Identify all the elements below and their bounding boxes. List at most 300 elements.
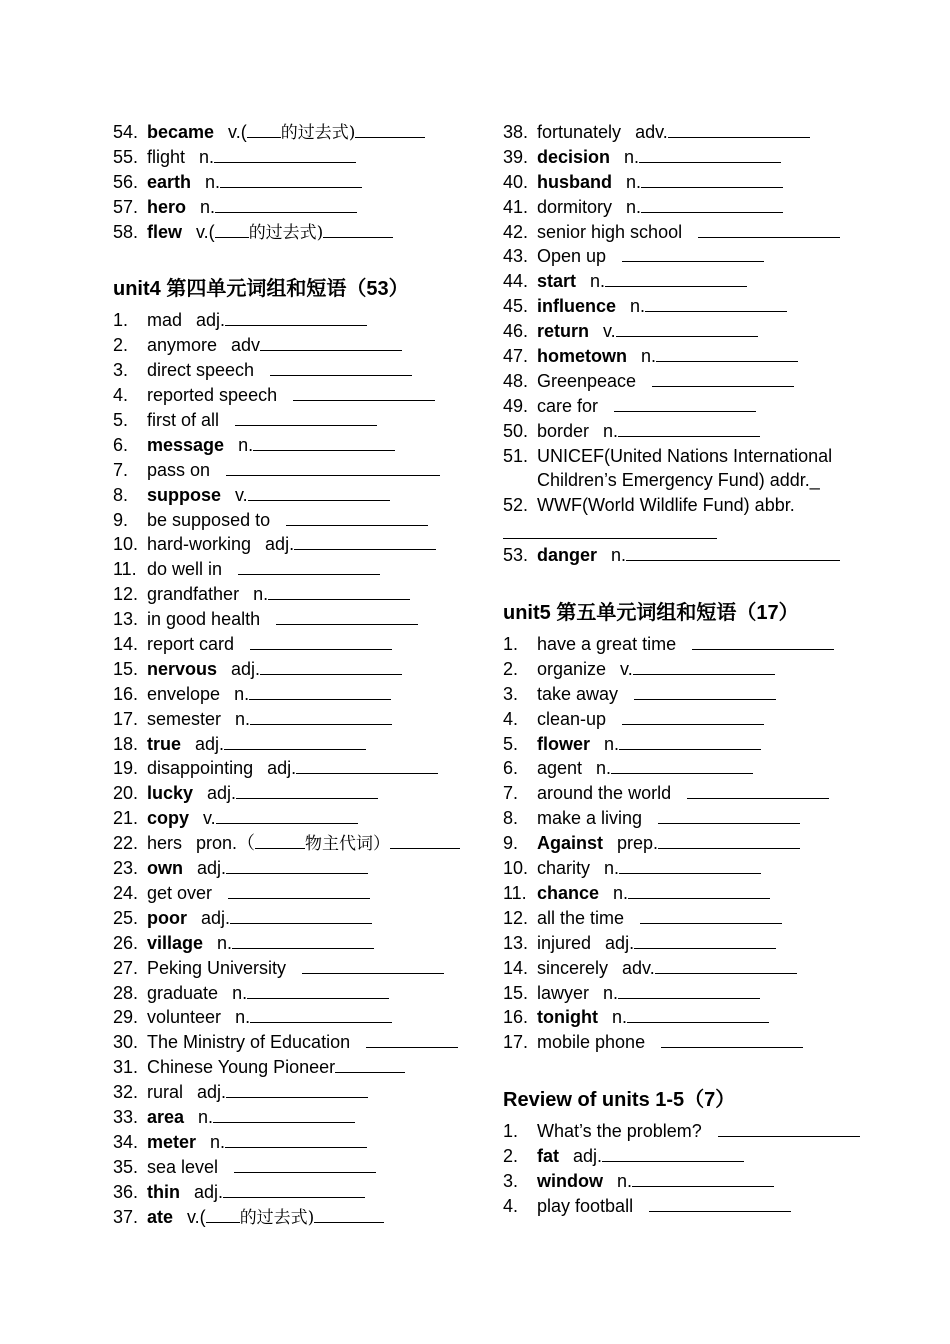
list-item xyxy=(113,682,485,707)
item-number: 56. xyxy=(113,171,139,192)
item-number: 1. xyxy=(113,310,129,331)
list-item xyxy=(113,1180,485,1205)
item-number: 58. xyxy=(113,221,139,242)
answer-blank[interactable] xyxy=(692,633,834,650)
list-item xyxy=(503,956,875,981)
list-item xyxy=(113,483,485,508)
vocab-word: suppose xyxy=(147,484,222,505)
answer-blank[interactable] xyxy=(618,420,760,437)
answer-blank[interactable] xyxy=(215,221,249,238)
vocab-word: rural xyxy=(147,1082,184,1103)
vocab-word: first of all xyxy=(147,410,220,431)
item-number: 44. xyxy=(503,271,529,292)
item-number: 4. xyxy=(503,708,519,729)
answer-blank[interactable] xyxy=(627,1006,769,1023)
list-item xyxy=(503,1030,875,1055)
list-item xyxy=(113,582,485,607)
vocab-word: do well in xyxy=(147,559,223,580)
list-item xyxy=(503,632,875,657)
list-item xyxy=(503,756,875,781)
answer-blank[interactable] xyxy=(605,270,747,287)
part-of-speech: n. xyxy=(626,196,642,217)
vocab-word: lawyer xyxy=(537,982,590,1003)
list-item xyxy=(503,195,875,220)
vocab-word: agent xyxy=(537,758,583,779)
list-item xyxy=(503,269,875,294)
part-of-speech: adj. xyxy=(265,534,295,555)
answer-blank[interactable] xyxy=(255,832,305,849)
item-number: 36. xyxy=(113,1181,139,1202)
vocab-word: anymore xyxy=(147,335,218,356)
item-number: 30. xyxy=(113,1032,139,1053)
list-item xyxy=(503,881,875,906)
part-of-speech: n. xyxy=(200,196,216,217)
unit4-heading: unit4 第四单元词组和短语（53） xyxy=(113,278,409,301)
list-item-51: 51. UNICEF(United Nations International xyxy=(503,445,833,466)
left-column xyxy=(113,120,485,1229)
answer-blank[interactable] xyxy=(698,221,840,238)
vocab-word: own xyxy=(147,858,183,879)
item-number: 11. xyxy=(503,882,527,903)
vocab-word: hero xyxy=(147,196,187,217)
answer-blank[interactable] xyxy=(234,1156,376,1173)
part-of-speech: n. xyxy=(603,982,619,1003)
vocab-word: be supposed to xyxy=(147,509,271,530)
item-number: 5. xyxy=(503,733,519,754)
answer-blank[interactable] xyxy=(619,733,761,750)
part-of-speech: adj. xyxy=(267,758,297,779)
item-number: 49. xyxy=(503,395,529,416)
part-of-speech: n. xyxy=(630,296,646,317)
answer-blank[interactable] xyxy=(355,121,425,138)
item-number: 32. xyxy=(113,1082,139,1103)
vocab-word: Peking University xyxy=(147,957,287,978)
item-number: 26. xyxy=(113,932,139,953)
part-of-speech: adj. xyxy=(231,658,261,679)
answer-blank[interactable] xyxy=(260,658,402,675)
list-item xyxy=(503,1005,875,1030)
list-item xyxy=(113,408,485,433)
item-number: 5. xyxy=(113,410,129,431)
vocab-word: all the time xyxy=(537,907,625,928)
answer-blank[interactable] xyxy=(293,384,435,401)
vocab-word: senior high school xyxy=(537,221,683,242)
list-item xyxy=(503,1144,875,1169)
answer-blank[interactable] xyxy=(286,509,428,526)
list-item xyxy=(113,220,485,245)
part-of-speech: v. xyxy=(603,321,616,342)
list-item xyxy=(113,831,485,856)
part-of-speech: n. xyxy=(604,733,620,754)
item-number: 17. xyxy=(113,708,139,729)
answer-blank[interactable] xyxy=(260,334,402,351)
vocab-word: Chinese Young Pioneer xyxy=(147,1057,336,1078)
answer-blank[interactable] xyxy=(226,459,440,476)
part-of-speech: adj. xyxy=(195,733,225,754)
answer-blank[interactable] xyxy=(661,1031,803,1048)
answer-blank[interactable] xyxy=(230,907,372,924)
item-number: 11. xyxy=(113,559,137,580)
vocab-word: start xyxy=(537,271,577,292)
part-of-speech: v. xyxy=(203,808,216,829)
vocab-word: ate xyxy=(147,1206,174,1227)
answer-blank[interactable] xyxy=(614,395,756,412)
answer-blank[interactable] xyxy=(640,907,782,924)
list-item xyxy=(503,781,875,806)
part-of-speech: adj. xyxy=(201,907,231,928)
part-of-speech: adj. xyxy=(196,310,226,331)
part-of-speech: v. xyxy=(620,658,633,679)
answer-blank[interactable] xyxy=(268,583,410,600)
review-heading: Review of units 1-5（7） xyxy=(503,1089,736,1112)
answer-blank[interactable] xyxy=(276,608,418,625)
list-item xyxy=(113,707,485,732)
item-number: 35. xyxy=(113,1156,139,1177)
answer-blank-52[interactable] xyxy=(503,518,875,543)
item-number: 55. xyxy=(113,146,139,167)
vocab-word: make a living xyxy=(537,808,643,829)
list-item xyxy=(503,244,875,269)
answer-blank[interactable] xyxy=(270,359,412,376)
list-item xyxy=(113,120,485,145)
part-of-speech: n. xyxy=(641,346,657,367)
vocab-word: influence xyxy=(537,296,617,317)
answer-blank[interactable] xyxy=(220,171,362,188)
vocab-word: injured xyxy=(537,932,592,953)
answer-blank[interactable] xyxy=(645,295,787,312)
list-item-52: 52. WWF(World Wildlife Fund) abbr. xyxy=(503,495,795,516)
part-of-speech: adj. xyxy=(194,1181,224,1202)
vocab-word: hers xyxy=(147,833,183,854)
list-item xyxy=(113,1080,485,1105)
vocab-word: flower xyxy=(537,733,591,754)
list-item xyxy=(113,906,485,931)
item-number: 6. xyxy=(113,434,129,455)
list-item xyxy=(113,333,485,358)
answer-blank[interactable] xyxy=(314,1206,384,1223)
list-item xyxy=(503,120,875,145)
answer-blank[interactable] xyxy=(214,146,356,163)
answer-blank[interactable] xyxy=(718,1120,860,1137)
list-item xyxy=(113,532,485,557)
answer-blank[interactable] xyxy=(323,221,393,238)
list-item xyxy=(113,881,485,906)
part-of-speech: adj. xyxy=(197,1082,227,1103)
part-of-speech: v. xyxy=(235,484,248,505)
answer-blank[interactable] xyxy=(236,782,378,799)
vocab-word: semester xyxy=(147,708,222,729)
answer-blank[interactable] xyxy=(655,957,797,974)
list-item xyxy=(503,906,875,931)
answer-blank[interactable] xyxy=(250,1006,392,1023)
item-number: 14. xyxy=(503,957,529,978)
answer-blank[interactable] xyxy=(247,982,389,999)
item-number: 40. xyxy=(503,171,529,192)
list-item xyxy=(113,756,485,781)
answer-blank[interactable] xyxy=(294,533,436,550)
answer-blank[interactable] xyxy=(224,733,366,750)
answer-blank[interactable] xyxy=(649,1195,791,1212)
list-item xyxy=(503,170,875,195)
vocab-word: grandfather xyxy=(147,584,240,605)
answer-blank[interactable] xyxy=(232,932,374,949)
answer-blank[interactable] xyxy=(632,1170,774,1187)
list-item xyxy=(503,145,875,170)
answer-blank[interactable] xyxy=(633,658,775,675)
answer-blank[interactable] xyxy=(225,1131,367,1148)
vocab-word: direct speech xyxy=(147,360,255,381)
list-item xyxy=(503,856,875,881)
list-item xyxy=(503,543,875,568)
list-item xyxy=(113,806,485,831)
list-item xyxy=(503,682,875,707)
answer-blank[interactable] xyxy=(228,882,370,899)
part-of-speech: n. xyxy=(596,758,612,779)
item-number: 3. xyxy=(113,360,129,381)
answer-blank[interactable] xyxy=(247,121,281,138)
vocab-word: meter xyxy=(147,1131,197,1152)
item-number: 20. xyxy=(113,783,139,804)
vocab-word: tonight xyxy=(537,1007,598,1028)
answer-blank[interactable] xyxy=(611,757,753,774)
list-item xyxy=(503,369,875,394)
answer-blank[interactable] xyxy=(249,683,391,700)
answer-blank[interactable] xyxy=(302,957,444,974)
part-of-speech: adj. xyxy=(573,1146,603,1167)
vocab-word: fortunately xyxy=(537,122,622,142)
answer-blank[interactable] xyxy=(628,882,770,899)
item-number: 47. xyxy=(503,346,529,367)
part-of-speech: n. xyxy=(624,146,640,167)
list-item xyxy=(113,981,485,1006)
vocab-word: fat xyxy=(537,1146,559,1167)
answer-blank[interactable] xyxy=(616,320,758,337)
part-of-speech: n. xyxy=(234,683,250,704)
review-list xyxy=(503,1119,875,1219)
answer-blank[interactable] xyxy=(366,1031,458,1048)
item-number: 8. xyxy=(503,808,519,829)
item-number: 12. xyxy=(113,584,139,605)
item-number: 39. xyxy=(503,146,529,167)
item-number: 8. xyxy=(113,484,129,505)
item-number: 38. xyxy=(503,122,529,142)
answer-blank[interactable] xyxy=(253,434,395,451)
item-number: 13. xyxy=(113,609,139,630)
item-number: 57. xyxy=(113,196,139,217)
part-of-speech: adj. xyxy=(207,783,237,804)
answer-blank[interactable] xyxy=(235,409,377,426)
item-number: 10. xyxy=(113,534,139,555)
unit4-list-continued xyxy=(503,120,875,444)
vocab-word: sea level xyxy=(147,1156,219,1177)
vocab-word: in good health xyxy=(147,609,261,630)
item-number: 31. xyxy=(113,1057,139,1078)
item-number: 27. xyxy=(113,957,139,978)
answer-blank[interactable] xyxy=(658,807,800,824)
answer-blank[interactable] xyxy=(634,683,776,700)
list-item xyxy=(503,319,875,344)
answer-blank[interactable] xyxy=(226,857,368,874)
part-of-speech: n. xyxy=(626,171,642,192)
list-item xyxy=(503,394,875,419)
vocab-word: clean-up xyxy=(537,708,607,729)
answer-blank[interactable] xyxy=(226,1081,368,1098)
answer-blank[interactable] xyxy=(216,807,358,824)
part-of-speech: adj. xyxy=(197,858,227,879)
vocab-word: mobile phone xyxy=(537,1032,646,1053)
answer-blank[interactable] xyxy=(639,146,781,163)
vocab-word: organize xyxy=(537,658,607,679)
answer-blank[interactable] xyxy=(390,832,460,849)
item-number: 34. xyxy=(113,1131,139,1152)
part-of-speech: n. xyxy=(611,545,627,566)
item-number: 15. xyxy=(503,982,529,1003)
hint-text: 的过去式) xyxy=(248,222,324,243)
vocab-word: village xyxy=(147,932,204,953)
item-number: 48. xyxy=(503,370,529,391)
list-item xyxy=(113,781,485,806)
list-item xyxy=(503,831,875,856)
answer-blank[interactable] xyxy=(634,932,776,949)
answer-blank[interactable] xyxy=(248,484,390,501)
list-item xyxy=(503,657,875,682)
item-number: 16. xyxy=(113,683,139,704)
unit5-list xyxy=(503,632,875,1055)
list-item xyxy=(113,1105,485,1130)
item-number: 6. xyxy=(503,758,519,779)
part-of-speech: n. xyxy=(238,434,254,455)
vocab-word: pass on xyxy=(147,459,211,480)
answer-blank[interactable] xyxy=(687,782,829,799)
list-item xyxy=(503,419,875,444)
part-of-speech: adv xyxy=(231,335,261,356)
vocab-word: care for xyxy=(537,395,599,416)
answer-blank[interactable] xyxy=(250,708,392,725)
part-of-speech: n. xyxy=(603,420,619,441)
part-of-speech: v.( xyxy=(187,1206,206,1227)
answer-blank[interactable] xyxy=(335,1056,405,1073)
answer-blank[interactable] xyxy=(618,982,760,999)
part-of-speech: n. xyxy=(198,1106,214,1127)
answer-blank[interactable] xyxy=(641,171,783,188)
list-item xyxy=(113,632,485,657)
part-of-speech: v.( xyxy=(196,221,215,242)
item-number: 2. xyxy=(113,335,129,356)
hint-text: 的过去式) xyxy=(239,1207,315,1228)
answer-blank[interactable] xyxy=(626,544,840,561)
word-list-continuation xyxy=(113,120,485,244)
vocab-word: mad xyxy=(147,310,183,331)
answer-blank[interactable] xyxy=(206,1206,240,1223)
vocab-word: poor xyxy=(147,907,187,928)
item-number: 43. xyxy=(503,246,529,267)
right-column xyxy=(503,120,875,1219)
item-number: 16. xyxy=(503,1007,529,1028)
item-number: 4. xyxy=(113,385,129,406)
answer-blank[interactable] xyxy=(225,309,367,326)
answer-blank[interactable] xyxy=(213,1106,355,1123)
list-item xyxy=(113,1205,485,1230)
vocab-word: copy xyxy=(147,808,190,829)
vocab-word: graduate xyxy=(147,982,219,1003)
list-item xyxy=(113,1130,485,1155)
hint-text: 的过去式) xyxy=(280,123,356,143)
vocab-word: Against xyxy=(537,833,604,854)
vocab-word: The Ministry of Education xyxy=(147,1032,351,1053)
unit5-heading: unit5 第五单元词组和短语（17） xyxy=(503,602,799,625)
vocab-word: reported speech xyxy=(147,385,278,406)
vocab-word: hometown xyxy=(537,346,627,367)
list-item xyxy=(113,1030,485,1055)
vocab-word: hard-working xyxy=(147,534,252,555)
part-of-speech: n. xyxy=(217,932,233,953)
vocab-word: became xyxy=(147,122,215,142)
vocab-word: play football xyxy=(537,1195,634,1216)
vocab-word: border xyxy=(537,420,590,441)
list-item xyxy=(113,1055,485,1080)
answer-blank[interactable] xyxy=(619,857,761,874)
answer-blank[interactable] xyxy=(658,832,800,849)
vocab-word: have a great time xyxy=(537,634,677,655)
part-of-speech: n. xyxy=(210,1131,226,1152)
part-of-speech: n. xyxy=(235,708,251,729)
answer-blank[interactable] xyxy=(656,345,798,362)
item-number: 42. xyxy=(503,221,529,242)
vocab-word: earth xyxy=(147,171,192,192)
vocab-word: sincerely xyxy=(537,957,609,978)
list-item xyxy=(113,508,485,533)
answer-blank[interactable] xyxy=(668,121,810,138)
answer-blank[interactable] xyxy=(641,196,783,213)
item-number: 54. xyxy=(113,122,139,142)
item-number: 3. xyxy=(503,683,519,704)
item-number: 50. xyxy=(503,420,529,441)
answer-blank[interactable] xyxy=(223,1181,365,1198)
item-number: 21. xyxy=(113,808,139,829)
item-number: 25. xyxy=(113,907,139,928)
item-number: 19. xyxy=(113,758,139,779)
part-of-speech: prep. xyxy=(617,833,659,854)
list-item xyxy=(503,732,875,757)
answer-blank[interactable] xyxy=(238,558,380,575)
item-number: 12. xyxy=(503,907,529,928)
part-of-speech: n. xyxy=(617,1170,633,1191)
answer-blank[interactable] xyxy=(652,370,794,387)
answer-blank[interactable] xyxy=(602,1145,744,1162)
answer-blank[interactable] xyxy=(215,196,357,213)
part-of-speech: n. xyxy=(205,171,221,192)
item-number: 9. xyxy=(113,509,129,530)
answer-blank[interactable] xyxy=(622,245,764,262)
item-number: 45. xyxy=(503,296,529,317)
part-of-speech: n. xyxy=(232,982,248,1003)
answer-blank[interactable] xyxy=(622,708,764,725)
vocab-word: lucky xyxy=(147,783,194,804)
part-of-speech: n. xyxy=(604,858,620,879)
vocab-word: danger xyxy=(537,545,598,566)
answer-blank[interactable] xyxy=(296,757,438,774)
item-number: 15. xyxy=(113,658,139,679)
item-number: 2. xyxy=(503,1146,519,1167)
item-number: 24. xyxy=(113,882,139,903)
part-of-speech: adv. xyxy=(622,957,655,978)
part-of-speech: n. xyxy=(199,146,215,167)
list-item xyxy=(113,732,485,757)
list-item xyxy=(503,707,875,732)
vocab-word: charity xyxy=(537,858,591,879)
answer-blank[interactable] xyxy=(250,633,392,650)
vocab-word: volunteer xyxy=(147,1007,222,1028)
